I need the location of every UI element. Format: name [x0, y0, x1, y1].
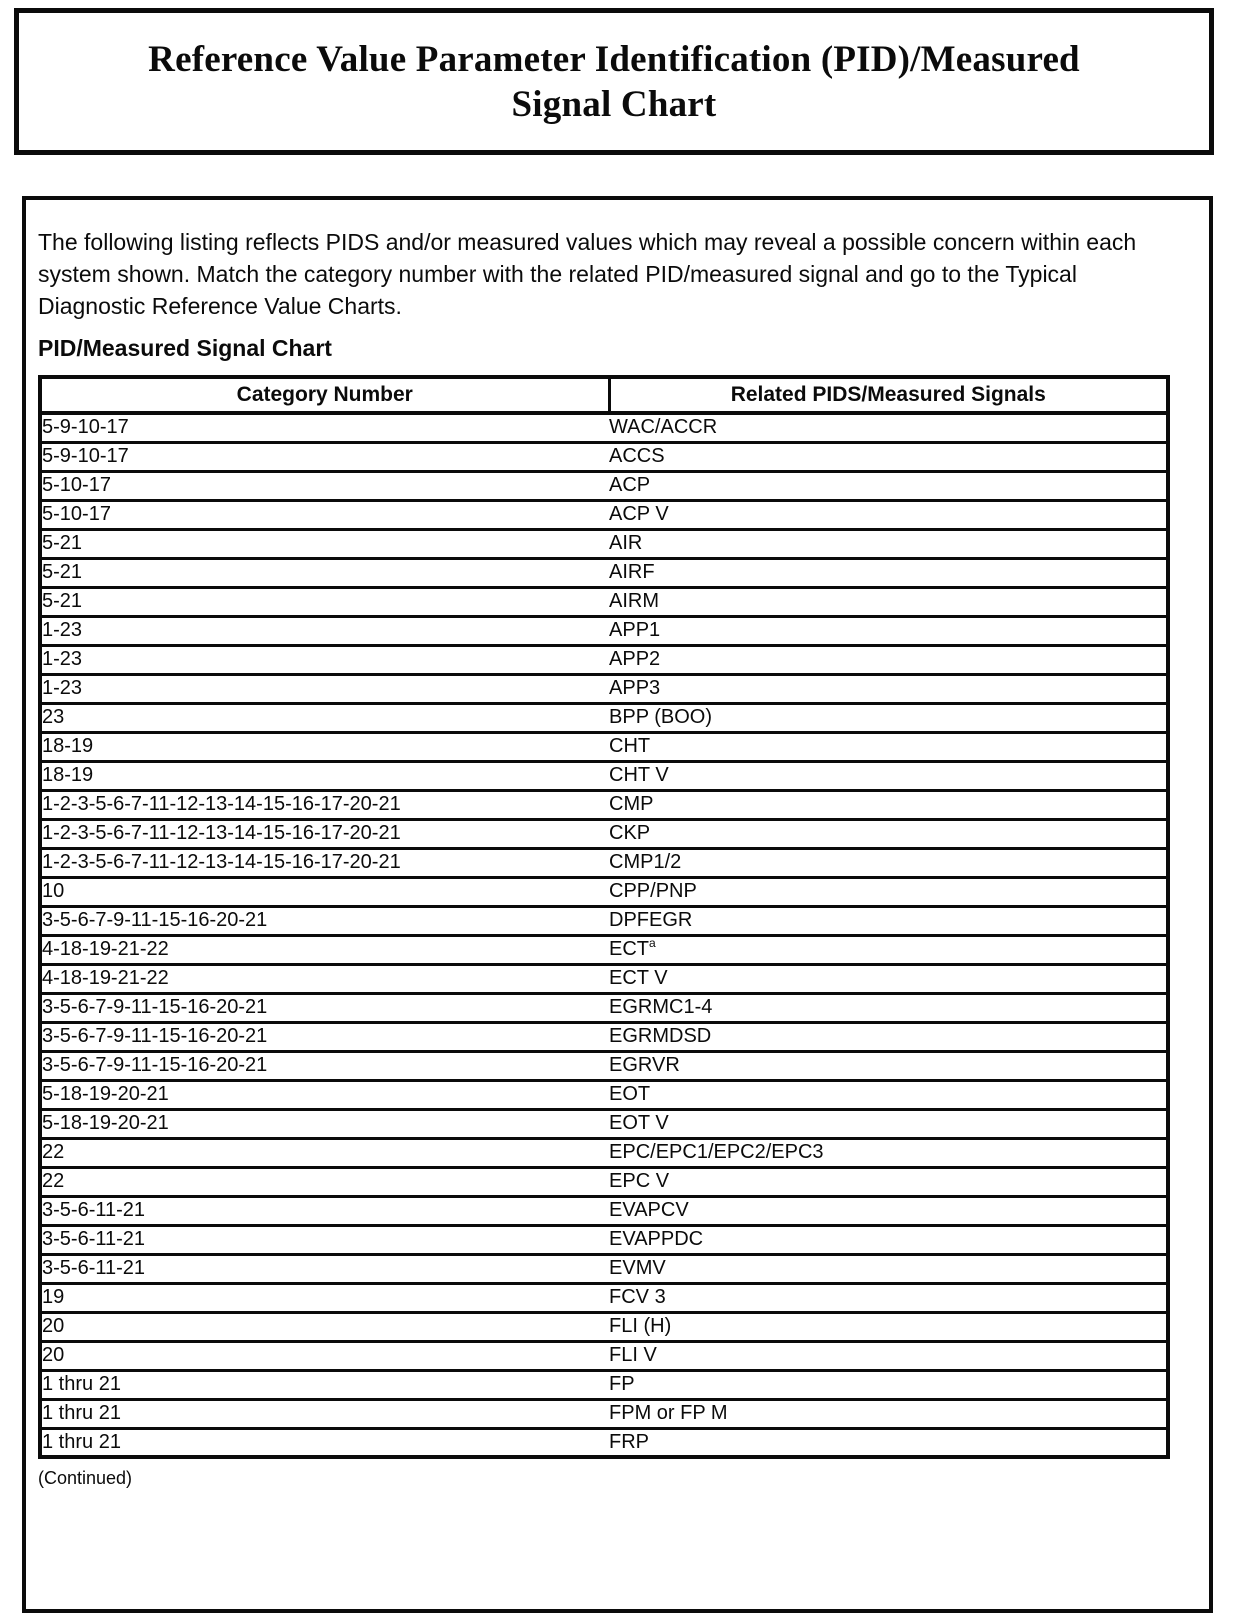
- category-number-cell: 3-5-6-7-9-11-15-16-20-21: [40, 1051, 609, 1080]
- signal-cell: [609, 558, 1168, 587]
- signal-value: CKP: [609, 822, 651, 844]
- signal-value: EVAPPDC: [609, 1228, 704, 1250]
- signal-cell: [609, 442, 1168, 471]
- table-row: [40, 1138, 1168, 1167]
- signal-value: FLI (H): [609, 1315, 672, 1337]
- category-number-cell: 1-2-3-5-6-7-11-12-13-14-15-16-17-20-21: [40, 819, 609, 848]
- category-number-cell: 5-10-17: [40, 471, 609, 500]
- signal-cell: [609, 674, 1168, 703]
- category-number-cell: 4-18-19-21-22: [40, 964, 609, 993]
- continued-note: (Continued): [38, 1468, 133, 1488]
- signal-cell: [609, 413, 1168, 442]
- category-number-cell: 5-18-19-20-21: [40, 1080, 609, 1109]
- table-row: [40, 1196, 1168, 1225]
- signal-value: EGRVR: [609, 1054, 680, 1076]
- table-body: [40, 413, 1168, 1457]
- signal-cell: [609, 1399, 1168, 1428]
- signal-value: CMP: [609, 793, 654, 815]
- signal-value: ECT: [609, 938, 650, 960]
- signal-value: CMP1/2: [609, 851, 682, 873]
- table-row: [40, 587, 1168, 616]
- signal-value: AIR: [609, 532, 643, 554]
- category-number-cell: 5-21: [40, 587, 609, 616]
- table-row: [40, 558, 1168, 587]
- signal-value: APP3: [609, 677, 661, 699]
- signal-value: ACP V: [609, 503, 669, 525]
- signal-value: FLI V: [609, 1344, 657, 1366]
- category-number-cell: 23: [40, 703, 609, 732]
- category-number-cell: 1-2-3-5-6-7-11-12-13-14-15-16-17-20-21: [40, 790, 609, 819]
- signal-cell: [609, 935, 1168, 964]
- table-row: [40, 1370, 1168, 1399]
- table-row: [40, 935, 1168, 964]
- table-row: [40, 442, 1168, 471]
- column-header-related-pids: Related PIDS/Measured Signals: [609, 377, 1168, 413]
- category-number-cell: 5-21: [40, 558, 609, 587]
- signal-value: AIRM: [609, 590, 660, 612]
- signal-cell: [609, 500, 1168, 529]
- table-header: [40, 377, 1168, 413]
- table-row: [40, 645, 1168, 674]
- table-row: [40, 500, 1168, 529]
- category-number-cell: 20: [40, 1341, 609, 1370]
- table-row: [40, 1080, 1168, 1109]
- signal-value: ECT V: [609, 967, 668, 989]
- signal-cell: [609, 1370, 1168, 1399]
- signal-value: CHT: [609, 735, 651, 757]
- signal-value: FPM or FP M: [609, 1402, 728, 1424]
- table-row: [40, 1341, 1168, 1370]
- table-row: [40, 1109, 1168, 1138]
- signal-value: BPP (BOO): [609, 706, 713, 728]
- signal-cell: [609, 1051, 1168, 1080]
- category-number-cell: 19: [40, 1283, 609, 1312]
- signal-value: DPFEGR: [609, 909, 693, 931]
- signal-value: EVAPCV: [609, 1199, 689, 1221]
- signal-cell: [609, 1167, 1168, 1196]
- category-number-cell: 3-5-6-7-9-11-15-16-20-21: [40, 993, 609, 1022]
- signal-value: FCV 3: [609, 1286, 666, 1308]
- category-number-cell: 4-18-19-21-22: [40, 935, 609, 964]
- table-row: [40, 906, 1168, 935]
- signal-value: EOT V: [609, 1112, 669, 1134]
- signal-cell: [609, 993, 1168, 1022]
- table-row: [40, 529, 1168, 558]
- signal-cell: [609, 1341, 1168, 1370]
- signal-cell: [609, 587, 1168, 616]
- signal-cell: [609, 1283, 1168, 1312]
- signal-cell: [609, 964, 1168, 993]
- category-number-cell: 5-9-10-17: [40, 442, 609, 471]
- signal-cell: [609, 471, 1168, 500]
- signal-cell: [609, 616, 1168, 645]
- pid-signal-table: [38, 375, 1170, 1459]
- signal-cell: [609, 1428, 1168, 1457]
- table-row: [40, 1022, 1168, 1051]
- category-number-cell: 1-2-3-5-6-7-11-12-13-14-15-16-17-20-21: [40, 848, 609, 877]
- table-row: [40, 1283, 1168, 1312]
- signal-value: EVMV: [609, 1257, 666, 1279]
- category-number-cell: 20: [40, 1312, 609, 1341]
- signal-cell: [609, 848, 1168, 877]
- signal-cell: [609, 1254, 1168, 1283]
- column-header-category-number: Category Number: [40, 377, 609, 413]
- signal-value: EPC/EPC1/EPC2/EPC3: [609, 1141, 824, 1163]
- signal-value: APP1: [609, 619, 661, 641]
- signal-cell: [609, 645, 1168, 674]
- signal-cell: [609, 1138, 1168, 1167]
- category-number-cell: 22: [40, 1138, 609, 1167]
- category-number-cell: 1 thru 21: [40, 1370, 609, 1399]
- signal-value: EPC V: [609, 1170, 670, 1192]
- signal-value: FP: [609, 1373, 635, 1395]
- intro-text: The following listing reflects PIDS and/or measured values which may reveal a possible concern within each system shown. Match the category number with the related PID/measured signal and go to the Typical Diagnostic Reference Value Charts.: [38, 229, 1137, 319]
- table-row: [40, 848, 1168, 877]
- category-number-cell: 1 thru 21: [40, 1428, 609, 1457]
- category-number-cell: 3-5-6-7-9-11-15-16-20-21: [40, 1022, 609, 1051]
- table-row: [40, 819, 1168, 848]
- signal-cell: [609, 819, 1168, 848]
- signal-cell: [609, 1109, 1168, 1138]
- signal-cell: [609, 906, 1168, 935]
- category-number-cell: 18-19: [40, 761, 609, 790]
- table-row: [40, 1225, 1168, 1254]
- table-row: [40, 703, 1168, 732]
- table-row: [40, 1167, 1168, 1196]
- signal-cell: [609, 1312, 1168, 1341]
- table-row: [40, 1399, 1168, 1428]
- table-row: [40, 761, 1168, 790]
- category-number-cell: 5-10-17: [40, 500, 609, 529]
- table-row: [40, 674, 1168, 703]
- signal-value: ACCS: [609, 445, 665, 467]
- signal-cell: [609, 1196, 1168, 1225]
- signal-value: APP2: [609, 648, 661, 670]
- table-row: [40, 1254, 1168, 1283]
- signal-cell: [609, 703, 1168, 732]
- category-number-cell: 1-23: [40, 645, 609, 674]
- signal-cell: [609, 1022, 1168, 1051]
- table-row: [40, 790, 1168, 819]
- signal-cell: [609, 1225, 1168, 1254]
- table-row: [40, 732, 1168, 761]
- page-title: Reference Value Parameter Identification (PID)/Measured Signal Chart: [148, 39, 1080, 125]
- category-number-cell: 10: [40, 877, 609, 906]
- category-number-cell: 22: [40, 1167, 609, 1196]
- category-number-cell: 5-18-19-20-21: [40, 1109, 609, 1138]
- signal-cell: [609, 761, 1168, 790]
- table-header-row: [40, 377, 1168, 413]
- signal-cell: [609, 732, 1168, 761]
- table-row: [40, 471, 1168, 500]
- table-row: [40, 1428, 1168, 1457]
- content-panel: [22, 196, 1213, 1613]
- category-number-cell: 3-5-6-11-21: [40, 1196, 609, 1225]
- signal-value: WAC/ACCR: [609, 416, 718, 439]
- table-row: [40, 877, 1168, 906]
- table-row: [40, 964, 1168, 993]
- signal-value: EGRMC1-4: [609, 996, 713, 1018]
- category-number-cell: 5-21: [40, 529, 609, 558]
- signal-value: AIRF: [609, 561, 655, 583]
- section-heading: PID/Measured Signal Chart: [38, 335, 332, 361]
- category-number-cell: 3-5-6-7-9-11-15-16-20-21: [40, 906, 609, 935]
- signal-value: ACP: [609, 474, 651, 496]
- category-number-cell: 1-23: [40, 674, 609, 703]
- table-row: [40, 1312, 1168, 1341]
- signal-value: EGRMDSD: [609, 1025, 712, 1047]
- title-banner: [14, 8, 1214, 155]
- signal-cell: [609, 790, 1168, 819]
- signal-value: EOT: [609, 1083, 651, 1105]
- table-row: [40, 1051, 1168, 1080]
- category-number-cell: 3-5-6-11-21: [40, 1254, 609, 1283]
- category-number-cell: 3-5-6-11-21: [40, 1225, 609, 1254]
- signal-value: CHT V: [609, 764, 669, 786]
- signal-cell: [609, 1080, 1168, 1109]
- table-row: [40, 413, 1168, 442]
- category-number-cell: 5-9-10-17: [40, 413, 609, 442]
- signal-value: FRP: [609, 1430, 650, 1453]
- table-row: [40, 616, 1168, 645]
- category-number-cell: 1-23: [40, 616, 609, 645]
- signal-superscript: a: [649, 936, 656, 950]
- signal-cell: [609, 529, 1168, 558]
- signal-cell: [609, 877, 1168, 906]
- signal-value: CPP/PNP: [609, 880, 697, 902]
- category-number-cell: 1 thru 21: [40, 1399, 609, 1428]
- table-row: [40, 993, 1168, 1022]
- category-number-cell: 18-19: [40, 732, 609, 761]
